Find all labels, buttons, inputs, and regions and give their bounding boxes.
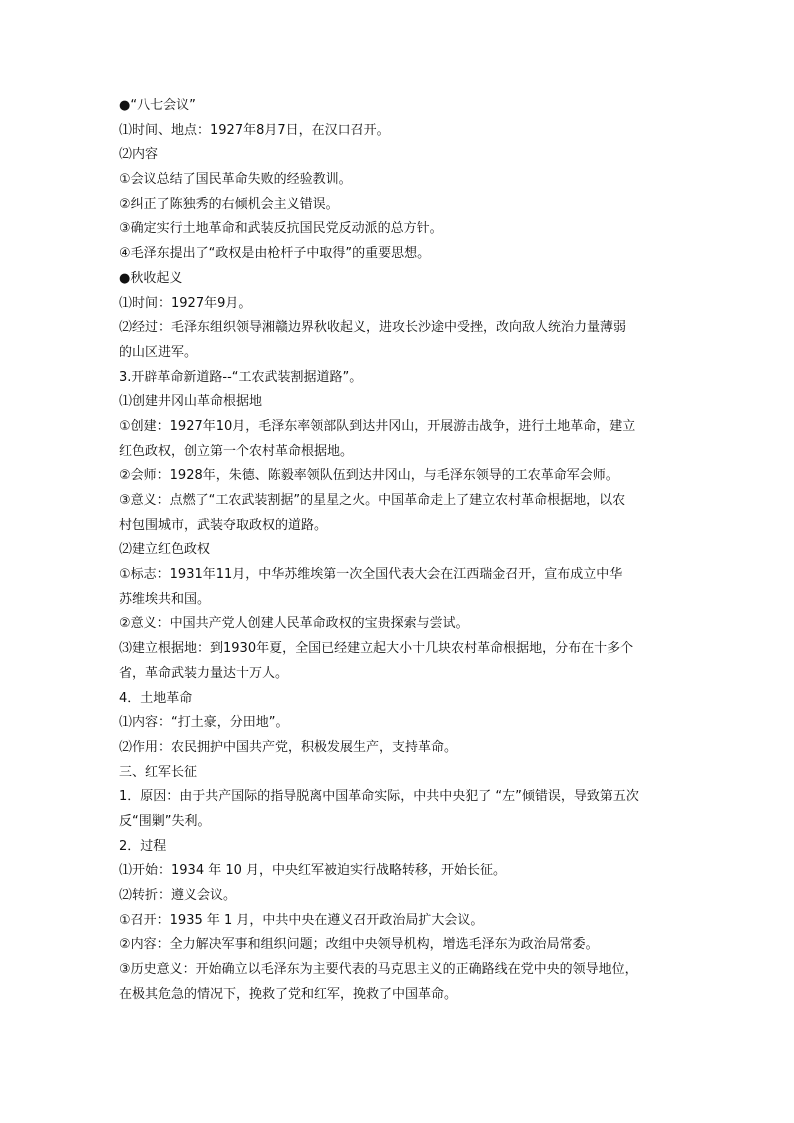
text-line: ⑵转折：遵义会议。	[119, 888, 237, 903]
section-heading-long-march: 三、红军长征	[119, 764, 198, 780]
text-line: ⑵经过：毛泽东组织领导湘赣边界秋收起义，进攻长沙途中受挫，改向敌人统治力量薄弱	[119, 320, 627, 336]
text-line: 省，革命武装力量达十万人。	[119, 665, 289, 681]
text-line: ③意义：点燃了“工农武装割据”的星星之火。中国革命走上了建立农村革命根据地，以农	[119, 493, 626, 508]
text-line: ⑴内容：“打土豪，分田地”。	[119, 715, 289, 731]
text-line: ②纠正了陈独秀的右倾机会主义错误。	[119, 196, 339, 212]
text-line: ⑴时间、地点：1927年8月7日，在汉口召开。	[119, 122, 390, 138]
text-line: ③历史意义：开始确立以毛泽东为主要代表的马克思主义的正确路线在党中央的领导地位，	[119, 962, 638, 978]
text-line: ⑵作用：农民拥护中国共产党，积极发展生产，支持革命。	[119, 739, 458, 755]
text-line: 在极其危急的情况下，挽救了党和红军，挽救了中国革命。	[119, 986, 458, 1002]
text-line: ⑵内容	[119, 147, 159, 163]
section-heading-new-road: 3.开辟革命新道路--“工农武装割据道路”。	[119, 369, 363, 385]
text-line: ⑴创建井冈山革命根据地	[119, 394, 263, 410]
text-line: ①创建：1927年10月，毛泽东率领部队到达井冈山，开展游击战争，进行土地革命，建立	[119, 418, 636, 434]
text-line: ②意义：中国共产党人创建人民革命政权的宝贵探索与尝试。	[119, 616, 469, 632]
text-line: ⑴开始：1934 年 10 月，中央红军被迫实行战略转移，开始长征。	[119, 863, 507, 879]
document-page	[119, 94, 684, 1007]
text-line: ①标志：1931年11月，中华苏维埃第一次全国代表大会在江西瑞金召开，宣布成立中华	[119, 567, 623, 583]
text-line: ⑶建立根据地：到1930年夏，全国已经建立起大小十几块农村革命根据地，分布在十多个	[119, 641, 634, 657]
text-line: 红色政权，创立第一个农村革命根据地。	[119, 443, 354, 459]
section-heading-land-revolution: 4．土地革命	[119, 690, 193, 706]
text-line: 苏维埃共和国。	[119, 591, 211, 607]
text-line: ④毛泽东提出了“政权是由枪杆子中取得”的重要思想。	[119, 246, 431, 262]
bullet-heading-august-7-meeting: ●“八七会议”	[119, 98, 196, 113]
text-line: ⑴时间：1927年9月。	[119, 295, 252, 311]
text-line: ⑵建立红色政权	[119, 542, 211, 558]
text-line: 1．原因：由于共产国际的指导脱离中国革命实际，中共中央犯了 “左”倾错误，导致第五次	[119, 789, 639, 805]
text-line: 村包围城市，武装夺取政权的道路。	[119, 517, 328, 533]
text-line: 的山区进军。	[119, 344, 198, 360]
bullet-heading-autumn-harvest-uprising: ●秋收起义	[119, 270, 183, 286]
text-line: ①会议总结了国民革命失败的经验教训。	[119, 172, 352, 188]
text-line: ②内容：全力解决军事和组织问题；改组中央领导机构，增选毛泽东为政治局常委。	[119, 937, 599, 953]
text-line: ③确定实行土地革命和武装反抗国民党反动派的总方针。	[119, 221, 443, 237]
text-line: ①召开：1935 年 1 月，中共中央在遵义召开政治局扩大会议。	[119, 912, 484, 928]
text-line: ②会师：1928年，朱德、陈毅率领队伍到达井冈山，与毛泽东领导的工农革命军会师。	[119, 468, 619, 484]
section-heading-process: 2．过程	[119, 838, 167, 854]
text-line: 反“围剿”失利。	[119, 813, 211, 829]
